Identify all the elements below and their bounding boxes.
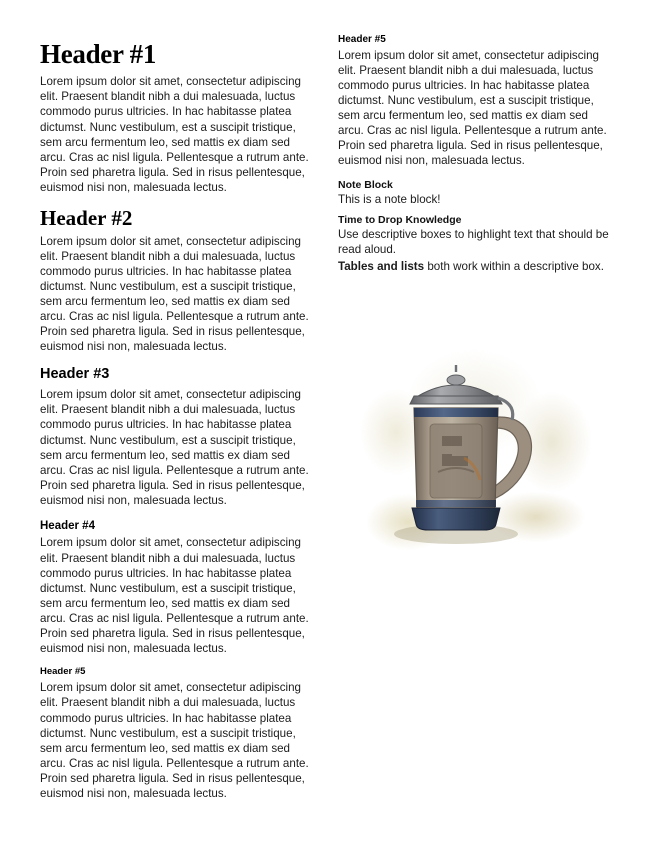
note-block-text: This is a note block! [338, 192, 441, 206]
right-paragraph: Lorem ipsum dolor sit amet, consectetur adipiscing elit. Praesent blandit nibh a dui malesuada, luctus commodo purus ultricies. In hac habitasse platea dictumst. Nunc vestibulum, est a suscipit tristique, sem arcu fermentum leo, sed mattis ex diam sed arcu. Cras ac nisl ligula. Pellentesque a rutrum ante. Proin sed pharetra ligula. Sed in risus pellentesque, euismod nisi non, malesuada lectus. [338, 49, 607, 168]
descriptive-box-text: Use descriptive boxes to highlight text that should be read aloud. [338, 227, 609, 256]
descriptive-bold-lead: Tables and lists [338, 259, 425, 273]
paragraph-5: Lorem ipsum dolor sit amet, consectetur adipiscing elit. Praesent blandit nibh a dui malesuada, luctus commodo purus ultricies. In hac habitasse platea dictumst. Nunc vestibulum, est a suscipit tristique, sem arcu fermentum leo, sed mattis ex diam sed arcu. Cras ac nisl ligula. Pellentesque a rutrum ante. Proin sed pharetra ligula. Sed in risus pellentesque, euismod nisi non, malesuada lectus. [40, 681, 309, 800]
header-2: Header #2 [40, 205, 133, 230]
paragraph-1: Lorem ipsum dolor sit amet, consectetur adipiscing elit. Praesent blandit nibh a dui malesuada, luctus commodo purus ultricies. In hac habitasse platea dictumst. Nunc vestibulum, est a suscipit tristique, sem arcu fermentum leo, sed mattis ex diam sed arcu. Cras ac nisl ligula. Pellentesque a rutrum ante. Proin sed pharetra ligula. Sed in risus pellentesque, euismod nisi non, malesuada lectus. [40, 75, 309, 194]
paragraph-2: Lorem ipsum dolor sit amet, consectetur adipiscing elit. Praesent blandit nibh a dui malesuada, luctus commodo purus ultricies. In hac habitasse platea dictumst. Nunc vestibulum, est a suscipit tristique, sem arcu fermentum leo, sed mattis ex diam sed arcu. Cras ac nisl ligula. Pellentesque a rutrum ante. Proin sed pharetra ligula. Sed in risus pellentesque, euismod nisi non, malesuada lectus. [40, 234, 309, 354]
beer-stein-illustration [338, 312, 610, 612]
paragraph-3: Lorem ipsum dolor sit amet, consectetur adipiscing elit. Praesent blandit nibh a dui malesuada, luctus commodo purus ultricies. In hac habitasse platea dictumst. Nunc vestibulum, est a suscipit tristique, sem arcu fermentum leo, sed mattis ex diam sed arcu. Cras ac nisl ligula. Pellentesque a rutrum ante. Proin sed pharetra ligula. Sed in risus pellentesque, euismod nisi non, malesuada lectus. [40, 388, 309, 507]
descriptive-box-text-2 [338, 259, 610, 274]
header-1: Header #1 [40, 39, 157, 69]
descriptive-box-title: Time to Drop Knowledge [338, 213, 462, 226]
header-3: Header #3 [40, 366, 110, 383]
two-column-layout [40, 34, 612, 803]
paragraph-4: Lorem ipsum dolor sit amet, consectetur adipiscing elit. Praesent blandit nibh a dui malesuada, luctus commodo purus ultricies. In hac habitasse platea dictumst. Nunc vestibulum, est a suscipit tristique, sem arcu fermentum leo, sed mattis ex diam sed arcu. Cras ac nisl ligula. Pellentesque a rutrum ante. Proin sed pharetra ligula. Sed in risus pellentesque, euismod nisi non, malesuada lectus. [40, 536, 309, 655]
descriptive-text-tail: both work within a descriptive box. [424, 259, 604, 273]
header-5: Header #5 [40, 665, 86, 677]
left-column [40, 34, 312, 803]
note-block-title: Note Block [338, 178, 393, 191]
right-header-5: Header #5 [338, 34, 386, 45]
beer-stein-icon [338, 312, 610, 612]
right-column [338, 34, 610, 612]
header-4: Header #4 [40, 519, 95, 532]
